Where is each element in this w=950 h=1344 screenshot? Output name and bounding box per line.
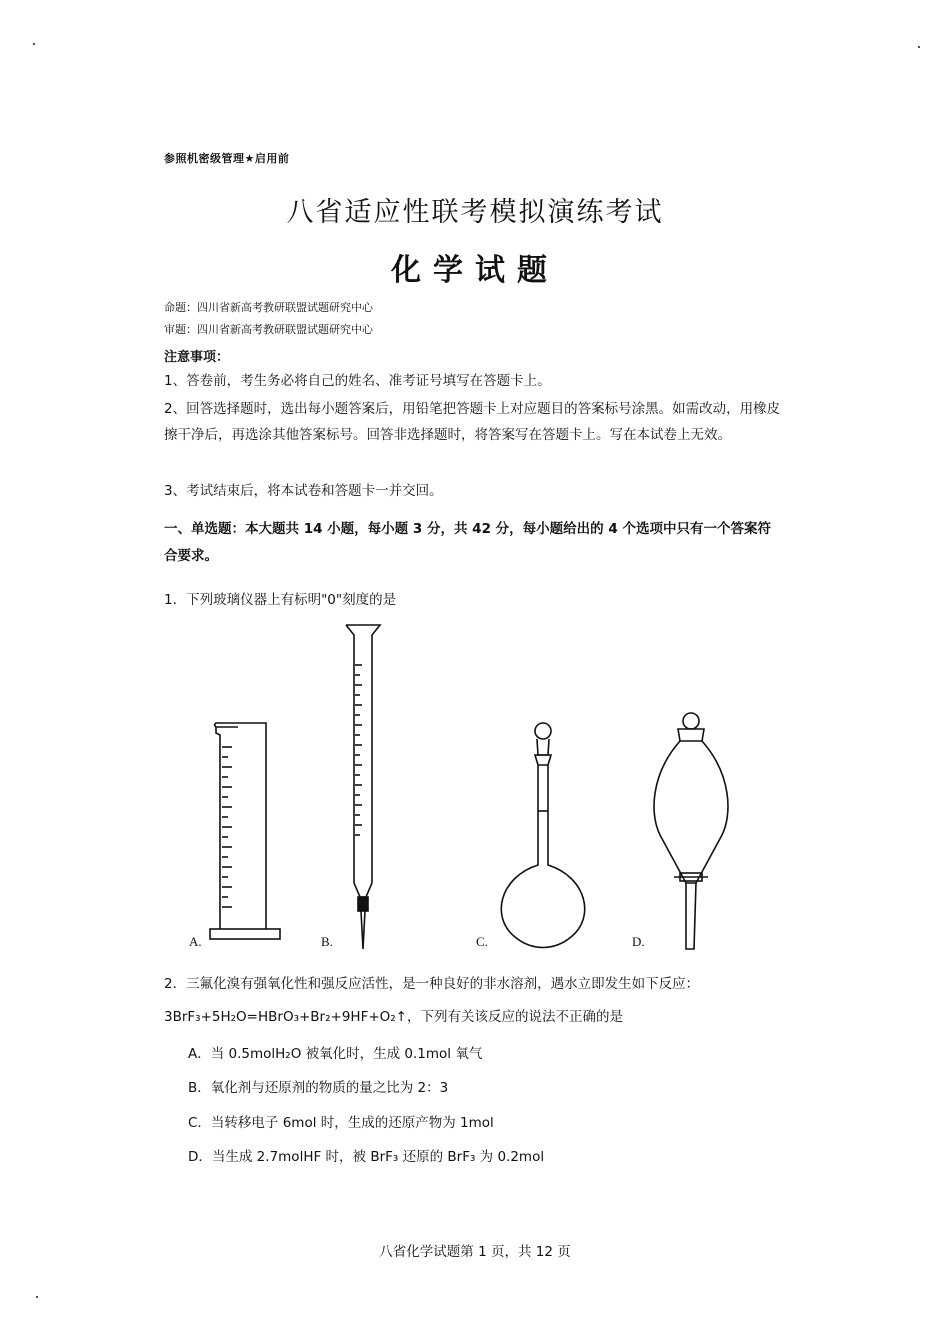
subject-title: 化学试题 [391, 253, 559, 288]
choice-a: A．当 0.5molH₂O 被氧化时，生成 0.1mol 氧气 [188, 1046, 483, 1062]
scan-speck [36, 1296, 38, 1298]
scan-speck [33, 43, 35, 45]
author-line: 命题：四川省新高考教研联盟试题研究中心 [164, 301, 373, 314]
graduated-cylinder-icon [210, 723, 280, 939]
notes-heading: 注意事项： [164, 350, 230, 365]
note-item: 3、考试结束后，将本试卷和答题卡一并交回。 [164, 483, 443, 499]
question-2-stem: 2．三氟化溴有强氧化性和强反应活性，是一种良好的非水溶剂，遇水立即发生如下反应： [164, 976, 700, 992]
question-1-stem: 1．下列玻璃仪器上有标明"0"刻度的是 [164, 592, 397, 608]
separatory-funnel-icon [654, 713, 728, 949]
burette-icon [346, 625, 380, 949]
section-heading: 一、单选题：本大题共 14 小题，每小题 3 分，共 42 分，每小题给出的 4 个选项中只有一个答案符合要求。 [164, 521, 771, 564]
exam-title: 八省适应性联考模拟演练考试 [286, 197, 664, 228]
choice-b: B．氧化剂与还原剂的物质的量之比为 2：3 [188, 1080, 449, 1096]
option-label-d: D. [632, 934, 645, 949]
question-2-equation: 3BrF₃+5H₂O=HBrO₃+Br₂+9HF+O₂↑，下列有关该反应的说法不正确的是 [164, 1009, 623, 1025]
apparatus-figure [180, 615, 740, 955]
choice-c: C．当转移电子 6mol 时，生成的还原产物为 1mol [188, 1115, 494, 1131]
option-label-a: A. [189, 934, 202, 949]
confidential-label: 参照机密级管理★启用前 [164, 152, 290, 165]
note-item: 2、回答选择题时，选出每小题答案后，用铅笔把答题卡上对应题目的答案标号涂黑。如需改动，用橡皮擦干净后，再选涂其他答案标号。回答非选择题时，将答案写在答题卡上。写在本试卷上无效。 [164, 401, 781, 443]
option-label-b: B. [321, 934, 333, 949]
choice-d: D．当生成 2.7molHF 时，被 BrF₃ 还原的 BrF₃ 为 0.2mol [188, 1149, 545, 1165]
reviewer-line: 审题：四川省新高考教研联盟试题研究中心 [164, 323, 373, 336]
note-item: 1、答卷前，考生务必将自己的姓名、准考证号填写在答题卡上。 [164, 373, 551, 389]
option-label-c: C. [476, 934, 488, 949]
page-footer: 八省化学试题第 1 页，共 12 页 [379, 1244, 571, 1260]
volumetric-flask-icon [501, 723, 584, 948]
scan-speck [918, 46, 920, 48]
